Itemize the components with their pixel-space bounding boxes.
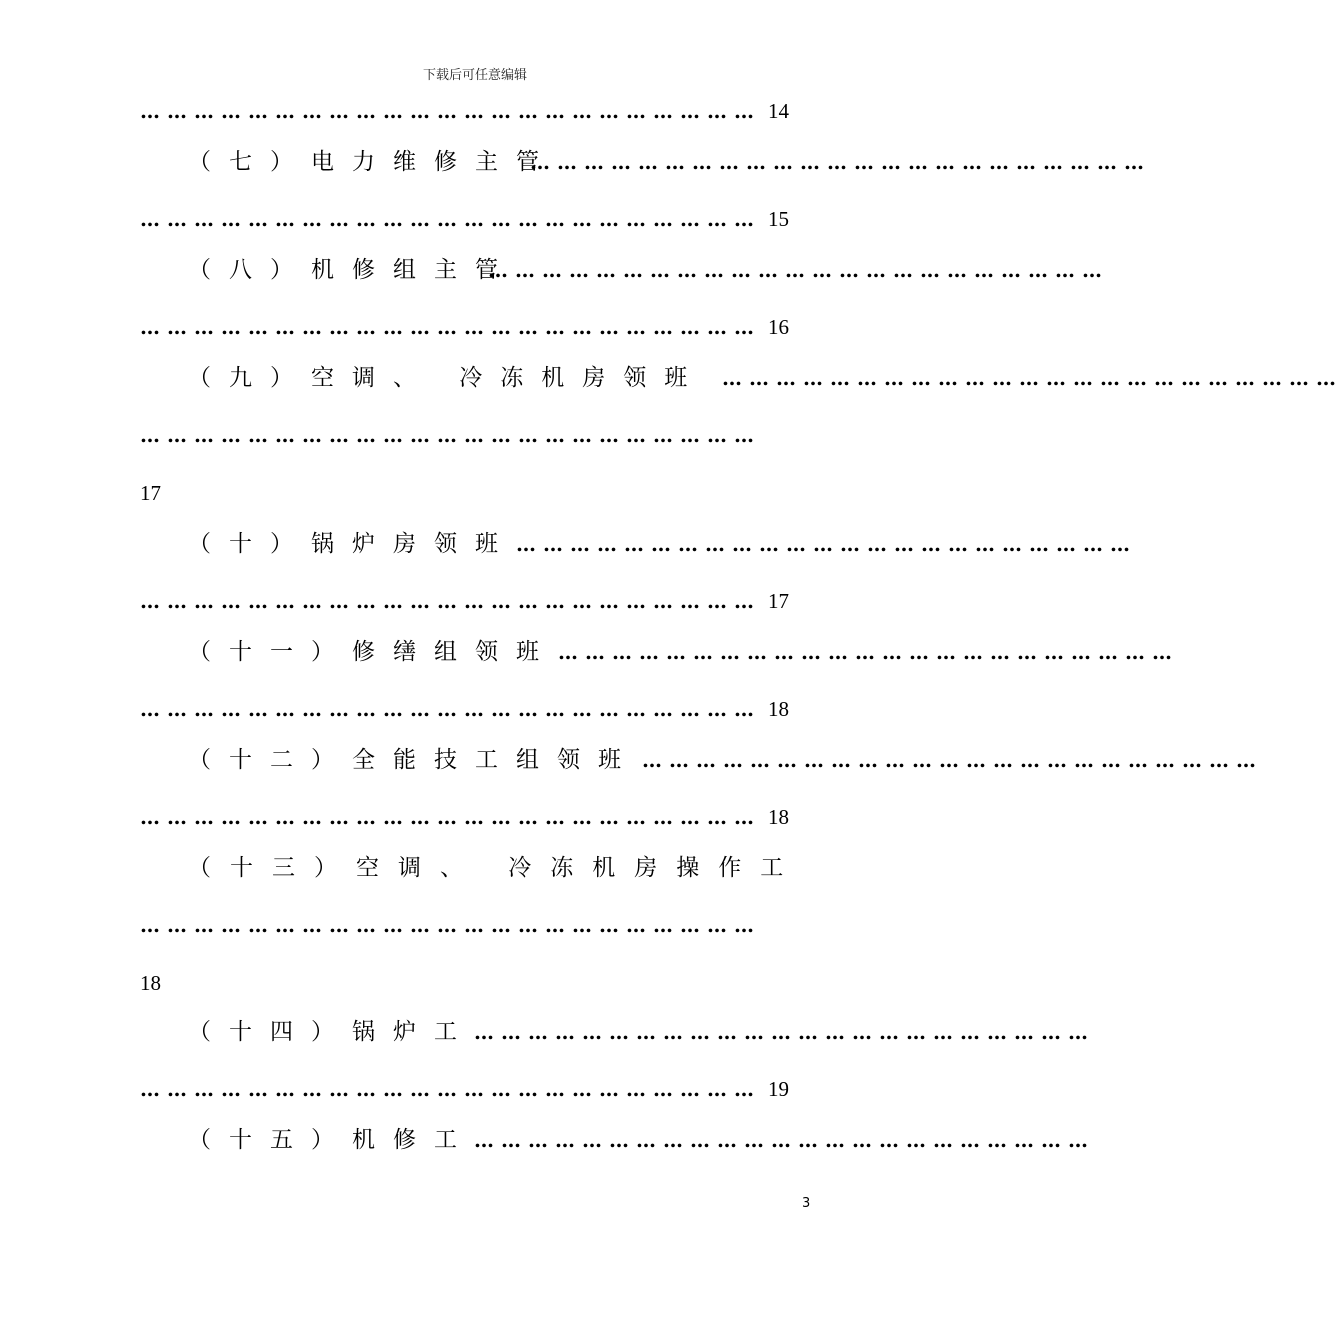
toc-leader: ……………………………………………………………: [558, 640, 1179, 664]
toc-entry-title: （七）电力维修主管: [188, 149, 557, 175]
toc-leader: ……………………………………………………………: [140, 1077, 761, 1101]
toc-leader: ……………………………………………………………: [474, 1128, 1095, 1152]
page-number: 3: [802, 1196, 811, 1211]
toc-page-number: 17: [140, 481, 161, 505]
toc-leader: ……………………………………………………………: [140, 423, 761, 447]
toc-leader: ……………………………………………………………: [722, 366, 1343, 390]
toc-page-number: 15: [768, 207, 789, 231]
toc-leader: ……………………………………………………………: [488, 258, 1109, 282]
toc-leader: ……………………………………………………………: [140, 99, 761, 123]
toc-leader: ……………………………………………………………: [140, 589, 761, 613]
toc-page-number: 14: [768, 99, 789, 123]
toc-leader: ……………………………………………………………: [140, 805, 761, 829]
toc-leader: ……………………………………………………………: [516, 532, 1137, 556]
toc-page-number: 19: [768, 1077, 789, 1101]
toc-leader: ……………………………………………………………: [140, 913, 761, 937]
toc-page-number: 18: [768, 805, 789, 829]
toc-entry-title: （十三）空调、 冷冻机房操作工: [188, 855, 803, 881]
toc-entry-title: （十）锅炉房领班: [188, 531, 516, 557]
toc-page-number: 16: [768, 315, 789, 339]
toc-entry-title: （十一）修缮组领班: [188, 639, 557, 665]
toc-leader: ……………………………………………………………: [530, 150, 1151, 174]
page-header: 下载后可任意编辑: [422, 68, 527, 83]
toc-leader: ……………………………………………………………: [642, 748, 1263, 772]
toc-entry-title: （九）空调、 冷冻机房领班: [188, 365, 706, 391]
toc-page-number: 18: [140, 971, 161, 995]
toc-entry-title: （八）机修组主管: [188, 257, 516, 283]
toc-leader: ……………………………………………………………: [140, 315, 761, 339]
toc-leader: ……………………………………………………………: [140, 697, 761, 721]
toc-entry-title: （十二）全能技工组领班: [188, 747, 639, 773]
toc-leader: ……………………………………………………………: [474, 1020, 1095, 1044]
toc-leader: ……………………………………………………………: [140, 207, 761, 231]
toc-page-number: 18: [768, 697, 789, 721]
toc-page-number: 17: [768, 589, 789, 613]
toc-entry-title: （十四）锅炉工: [188, 1019, 475, 1045]
toc-entry-title: （十五）机修工: [188, 1127, 475, 1153]
